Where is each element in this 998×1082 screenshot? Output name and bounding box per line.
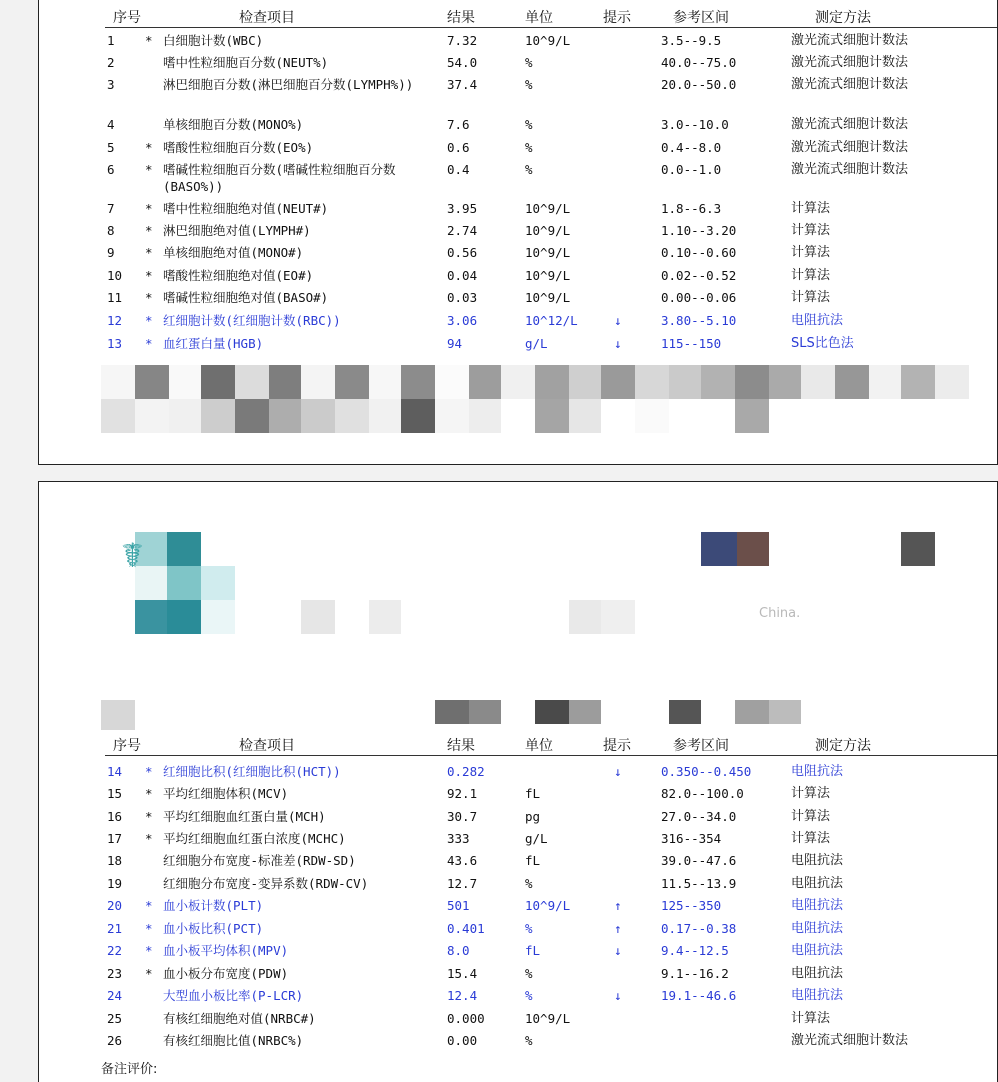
row-number: 22: [107, 943, 123, 958]
row-number: 8: [107, 223, 115, 238]
address-fragment: China.: [759, 606, 801, 621]
row-ref: 3.80--5.10: [661, 313, 737, 328]
row-ref: 0.0--1.0: [661, 162, 722, 177]
row-number: 14: [107, 764, 123, 779]
row-method: 电阻抗法: [791, 313, 844, 328]
row-star: *: [145, 313, 153, 328]
row-number: 17: [107, 831, 123, 846]
row-result: 501: [447, 898, 470, 913]
row-method: 电阻抗法: [791, 966, 844, 981]
row-number: 1: [107, 33, 115, 48]
row-ref: 3.0--10.0: [661, 117, 729, 132]
row-method: 计算法: [791, 1011, 831, 1026]
row-ref: 9.4--12.5: [661, 943, 729, 958]
row-ref: 27.0--34.0: [661, 809, 737, 824]
row-unit: g/L: [525, 831, 548, 846]
row-method: 电阻抗法: [791, 876, 844, 891]
row-item: 红细胞分布宽度-标准差(RDW-SD): [163, 853, 356, 868]
row-ref: 3.5--9.5: [661, 33, 722, 48]
table-header-1: [105, 3, 997, 28]
row-result: 7.6: [447, 117, 470, 132]
row-method: 电阻抗法: [791, 921, 844, 936]
row-number: 25: [107, 1011, 123, 1026]
row-item: 血小板比积(PCT): [163, 921, 264, 936]
report-sheet-1: [38, 0, 998, 465]
row-flag: ↓: [614, 313, 622, 328]
row-method: 计算法: [791, 268, 831, 283]
remark-label: 备注评价:: [101, 1062, 158, 1077]
row-item: 淋巴细胞百分数(淋巴细胞百分数(LYMPH%)): [163, 77, 414, 92]
row-ref: 125--350: [661, 898, 722, 913]
row-result: 30.7: [447, 809, 478, 824]
row-result: 0.03: [447, 290, 478, 305]
row-item: 平均红细胞血红蛋白量(MCH): [163, 809, 326, 824]
row-number: 20: [107, 898, 123, 913]
row-number: 15: [107, 786, 123, 801]
row-unit: %: [525, 921, 533, 936]
row-item: 嗜酸性粒细胞绝对值(EO#): [163, 268, 314, 283]
row-unit: %: [525, 876, 533, 891]
row-ref: 19.1--46.6: [661, 988, 737, 1003]
row-unit: 10^9/L: [525, 1011, 571, 1026]
row-flag: ↓: [614, 943, 622, 958]
row-ref: 82.0--100.0: [661, 786, 744, 801]
row-ref: 0.10--0.60: [661, 245, 737, 260]
header-result: 结果: [447, 10, 475, 26]
row-method: 计算法: [791, 245, 831, 260]
row-result: 15.4: [447, 966, 478, 981]
row-result: 0.000: [447, 1011, 485, 1026]
row-star: *: [145, 223, 153, 238]
row-unit: 10^12/L: [525, 313, 578, 328]
row-ref: 40.0--75.0: [661, 55, 737, 70]
header-method: 测定方法: [815, 10, 871, 26]
caduceus-icon: ☤: [121, 536, 144, 576]
row-result: 54.0: [447, 55, 478, 70]
row-star: *: [145, 140, 153, 155]
header-ref: 参考区间: [673, 10, 729, 26]
row-item: 单核细胞绝对值(MONO#): [163, 245, 304, 260]
row-result: 333: [447, 831, 470, 846]
row-flag: ↓: [614, 764, 622, 779]
row-method: 电阻抗法: [791, 943, 844, 958]
row-method: 激光流式细胞计数法: [791, 117, 909, 132]
row-unit: 10^9/L: [525, 898, 571, 913]
row-number: 4: [107, 117, 115, 132]
row-item: 淋巴细胞绝对值(LYMPH#): [163, 223, 311, 238]
header-ref: 参考区间: [673, 738, 729, 754]
row-number: 9: [107, 245, 115, 260]
row-item: 嗜中性粒细胞百分数(NEUT%): [163, 55, 329, 70]
row-unit: fL: [525, 943, 541, 958]
row-unit: %: [525, 988, 533, 1003]
row-unit: %: [525, 117, 533, 132]
row-number: 21: [107, 921, 123, 936]
row-item: 血小板计数(PLT): [163, 898, 264, 913]
row-star: *: [145, 764, 153, 779]
row-number: 18: [107, 853, 123, 868]
row-unit: 10^9/L: [525, 223, 571, 238]
row-ref: 0.02--0.52: [661, 268, 737, 283]
row-item: 有核红细胞绝对值(NRBC#): [163, 1011, 316, 1026]
row-method: 激光流式细胞计数法: [791, 1033, 909, 1048]
row-star: *: [145, 898, 153, 913]
row-unit: %: [525, 77, 533, 92]
row-unit: 10^9/L: [525, 201, 571, 216]
row-method: 计算法: [791, 290, 831, 305]
row-result: 3.06: [447, 313, 478, 328]
row-item: 红细胞计数(红细胞计数(RBC)): [163, 313, 341, 328]
row-result: 0.56: [447, 245, 478, 260]
header-unit: 单位: [525, 738, 553, 754]
row-number: 7: [107, 201, 115, 216]
row-result: 0.6: [447, 140, 470, 155]
row-number: 12: [107, 313, 123, 328]
header-item: 检查项目: [239, 10, 295, 26]
row-ref: 11.5--13.9: [661, 876, 737, 891]
row-method: 电阻抗法: [791, 898, 844, 913]
row-ref: 0.350--0.450: [661, 764, 752, 779]
row-item: 大型血小板比率(P-LCR): [163, 988, 304, 1003]
row-number: 10: [107, 268, 123, 283]
row-number: 3: [107, 77, 115, 92]
row-result: 7.32: [447, 33, 478, 48]
row-item: 血小板分布宽度(PDW): [163, 966, 289, 981]
row-ref: 0.4--8.0: [661, 140, 722, 155]
row-ref: 20.0--50.0: [661, 77, 737, 92]
row-star: *: [145, 809, 153, 824]
header-result: 结果: [447, 738, 475, 754]
row-method: 计算法: [791, 201, 831, 216]
row-result: 0.401: [447, 921, 485, 936]
row-star: *: [145, 268, 153, 283]
header-flag: 提示: [603, 10, 631, 26]
header-unit: 单位: [525, 10, 553, 26]
row-result: 0.282: [447, 764, 485, 779]
row-result: 8.0: [447, 943, 470, 958]
row-star: *: [145, 831, 153, 846]
report-sheet-2: [38, 481, 998, 1082]
row-star: *: [145, 33, 153, 48]
row-ref: 0.00--0.06: [661, 290, 737, 305]
row-item: 血红蛋白量(HGB): [163, 336, 264, 351]
row-ref: 1.10--3.20: [661, 223, 737, 238]
row-unit: 10^9/L: [525, 33, 571, 48]
row-number: 2: [107, 55, 115, 70]
row-ref: 9.1--16.2: [661, 966, 729, 981]
header-no: 序号: [113, 10, 141, 26]
row-star: *: [145, 943, 153, 958]
row-method: 激光流式细胞计数法: [791, 162, 909, 177]
header-flag: 提示: [603, 738, 631, 754]
row-item: 单核细胞百分数(MONO%): [163, 117, 304, 132]
row-item: 白细胞计数(WBC): [163, 33, 264, 48]
row-method: 电阻抗法: [791, 853, 844, 868]
row-flag: ↑: [614, 898, 622, 913]
row-unit: pg: [525, 809, 541, 824]
row-unit: %: [525, 1033, 533, 1048]
row-number: 26: [107, 1033, 123, 1048]
row-result: 0.04: [447, 268, 478, 283]
row-item: 嗜酸性粒细胞百分数(EO%): [163, 140, 314, 155]
row-unit: 10^9/L: [525, 290, 571, 305]
row-method: 计算法: [791, 809, 831, 824]
row-result: 12.4: [447, 988, 478, 1003]
row-result: 0.4: [447, 162, 470, 177]
row-method: 电阻抗法: [791, 764, 844, 779]
row-ref: 0.17--0.38: [661, 921, 737, 936]
row-method: 激光流式细胞计数法: [791, 140, 909, 155]
row-item: 平均红细胞血红蛋白浓度(MCHC): [163, 831, 346, 846]
row-item: 嗜碱性粒细胞绝对值(BASO#): [163, 290, 329, 305]
row-item: 平均红细胞体积(MCV): [163, 786, 289, 801]
row-number: 13: [107, 336, 123, 351]
row-result: 37.4: [447, 77, 478, 92]
row-item: 血小板平均体积(MPV): [163, 943, 289, 958]
row-ref: 1.8--6.3: [661, 201, 722, 216]
row-star: *: [145, 336, 153, 351]
row-unit: 10^9/L: [525, 268, 571, 283]
row-unit: g/L: [525, 336, 548, 351]
row-item: 有核红细胞比值(NRBC%): [163, 1033, 304, 1048]
row-ref: 115--150: [661, 336, 722, 351]
row-star: *: [145, 201, 153, 216]
header-method: 测定方法: [815, 738, 871, 754]
row-item: 红细胞比积(红细胞比积(HCT)): [163, 764, 341, 779]
row-method: 计算法: [791, 831, 831, 846]
row-flag: ↓: [614, 988, 622, 1003]
row-result: 2.74: [447, 223, 478, 238]
row-result: 94: [447, 336, 463, 351]
row-method: SLS比色法: [791, 336, 854, 351]
row-unit: %: [525, 55, 533, 70]
row-method: 计算法: [791, 786, 831, 801]
table-header-2: [105, 731, 997, 756]
row-ref: 39.0--47.6: [661, 853, 737, 868]
row-item: 嗜中性粒细胞绝对值(NEUT#): [163, 201, 329, 216]
row-number: 11: [107, 290, 123, 305]
row-ref: 316--354: [661, 831, 722, 846]
row-item: 红细胞分布宽度-变异系数(RDW-CV): [163, 876, 369, 891]
row-star: *: [145, 162, 153, 177]
row-result: 0.00: [447, 1033, 478, 1048]
row-method: 计算法: [791, 223, 831, 238]
row-number: 16: [107, 809, 123, 824]
row-result: 12.7: [447, 876, 478, 891]
row-unit: fL: [525, 853, 541, 868]
row-method: 激光流式细胞计数法: [791, 33, 909, 48]
row-number: 6: [107, 162, 115, 177]
row-star: *: [145, 290, 153, 305]
row-star: *: [145, 786, 153, 801]
row-method: 激光流式细胞计数法: [791, 77, 909, 92]
row-star: *: [145, 245, 153, 260]
row-unit: %: [525, 140, 533, 155]
row-number: 5: [107, 140, 115, 155]
row-star: *: [145, 966, 153, 981]
row-flag: ↑: [614, 921, 622, 936]
row-method: 电阻抗法: [791, 988, 844, 1003]
row-result: 3.95: [447, 201, 478, 216]
row-unit: %: [525, 162, 533, 177]
row-method: 激光流式细胞计数法: [791, 55, 909, 70]
row-flag: ↓: [614, 336, 622, 351]
row-result: 92.1: [447, 786, 478, 801]
row-unit: %: [525, 966, 533, 981]
row-number: 23: [107, 966, 123, 981]
row-unit: fL: [525, 786, 541, 801]
header-no: 序号: [113, 738, 141, 754]
row-number: 19: [107, 876, 123, 891]
row-star: *: [145, 921, 153, 936]
row-unit: 10^9/L: [525, 245, 571, 260]
row-item: 嗜碱性粒细胞百分数(嗜碱性粒细胞百分数(BASO%)): [163, 162, 396, 194]
row-result: 43.6: [447, 853, 478, 868]
row-number: 24: [107, 988, 123, 1003]
header-item: 检查项目: [239, 738, 295, 754]
